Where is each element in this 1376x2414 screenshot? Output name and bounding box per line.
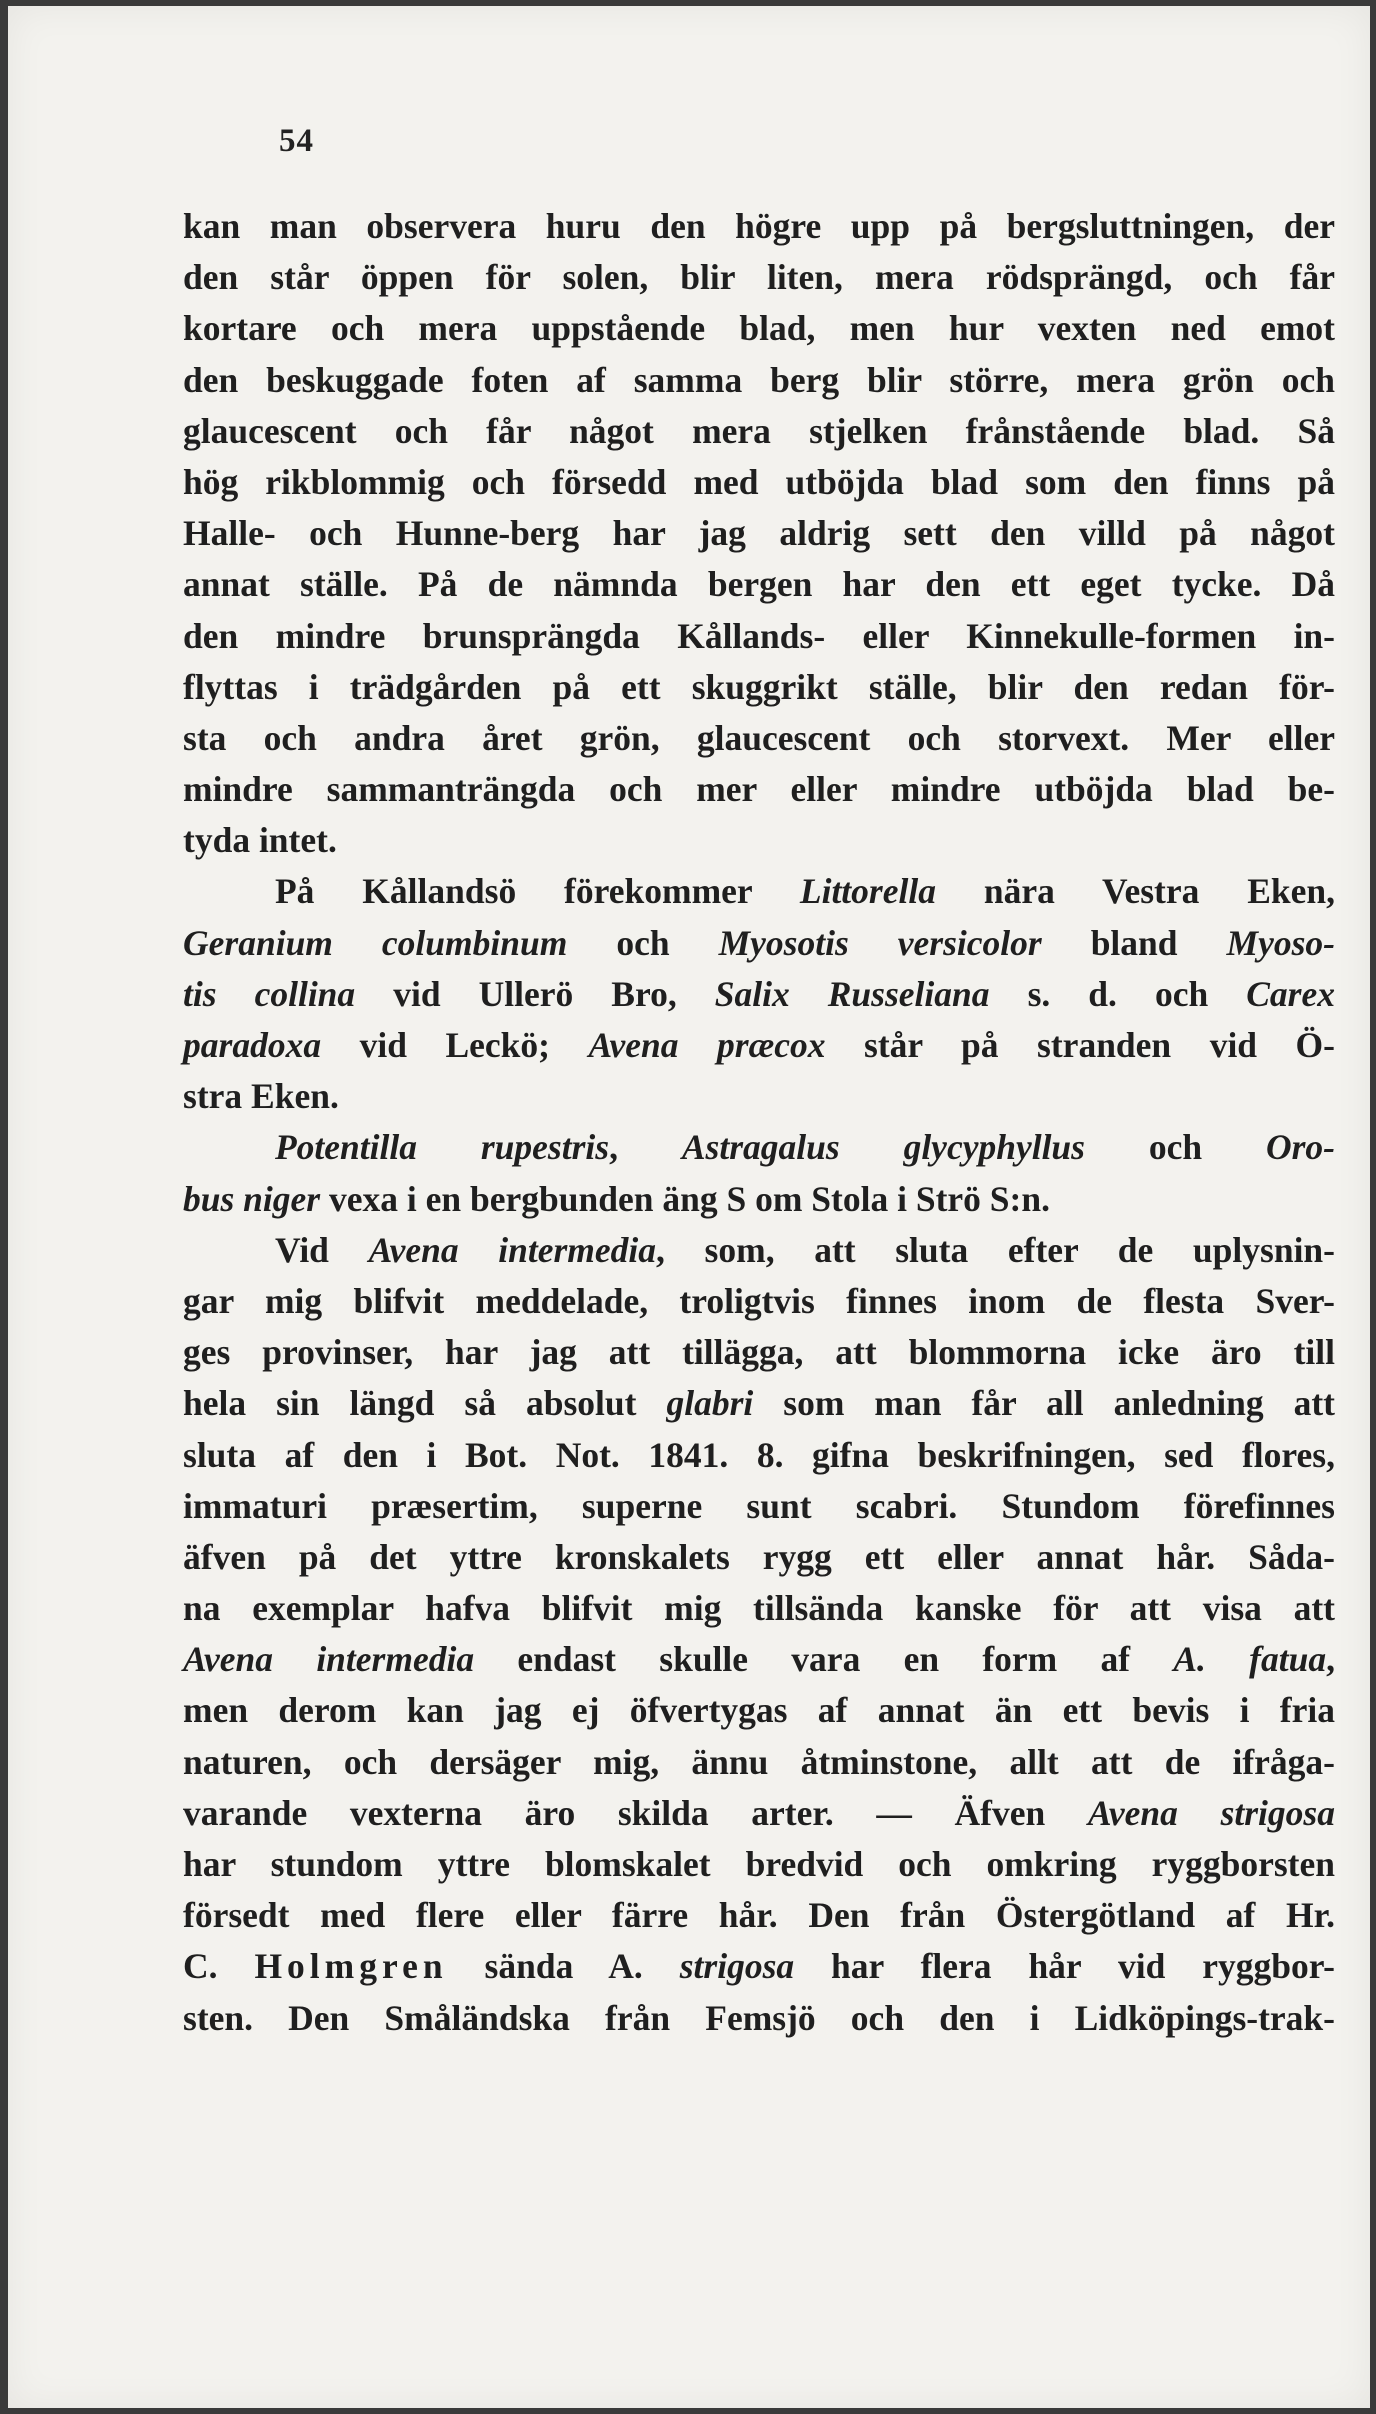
text-line <box>183 662 1335 713</box>
text-segment: sända A. <box>447 1946 680 1987</box>
text-line <box>183 1583 1335 1634</box>
text-segment: naturen, och dersäger mig, ännu åtminstone, allt att de ifråga- <box>183 1741 1335 1782</box>
text-line <box>183 1071 1335 1122</box>
text-line <box>183 1122 1335 1173</box>
text-segment: hela sin längd så absolut <box>183 1383 667 1424</box>
text-line <box>183 1890 1335 1941</box>
text-segment: försedt med flere eller färre hår. Den från Östergötland af Hr. <box>183 1895 1335 1936</box>
text-segment: den beskuggade foten af samma berg blir större, mera grön och <box>183 359 1335 400</box>
text-segment: som man får all anledning att <box>753 1383 1336 1424</box>
italic-text: Oro- <box>1265 1127 1336 1168</box>
text-segment: , <box>1326 1639 1335 1680</box>
italic-text: Salix Russeliana <box>714 973 990 1014</box>
italic-text: tis collina <box>183 973 356 1014</box>
italic-text: Carex <box>1246 973 1335 1014</box>
italic-text: Avena strigosa <box>1087 1792 1335 1833</box>
text-line <box>183 457 1335 508</box>
text-segment: sta och andra året grön, glaucescent och storvext. Mer eller <box>183 717 1335 758</box>
text-segment: endast skulle vara en form af <box>474 1639 1174 1680</box>
text-line <box>183 713 1335 764</box>
text-segment: na exemplar hafva blifvit mig tillsända kanske för att visa att <box>183 1588 1335 1629</box>
text-line <box>183 1327 1335 1378</box>
text-line <box>183 1020 1335 1071</box>
italic-text: Avena præcox <box>588 1025 826 1065</box>
text-line <box>183 1634 1335 1685</box>
body-text <box>183 201 1335 2044</box>
italic-text: paradoxa <box>183 1025 322 1065</box>
text-line <box>183 1532 1335 1583</box>
text-segment: vid Ullerö Bro, <box>355 973 715 1014</box>
text-line <box>183 969 1335 1020</box>
text-segment: , som, att sluta efter de uplysnin- <box>656 1229 1335 1270</box>
text-segment: har flera hår vid ryggbor- <box>794 1946 1335 1987</box>
italic-text: strigosa <box>679 1946 795 1987</box>
text-segment: varande vexterna äro skilda arter. — Äfven <box>183 1792 1088 1833</box>
text-line <box>183 1737 1335 1788</box>
italic-text: Avena intermedia <box>368 1229 657 1270</box>
text-segment: s. d. och <box>989 973 1247 1014</box>
text-segment: immaturi præsertim, superne sunt scabri. Stundom förefinnes <box>183 1485 1335 1526</box>
text-line <box>183 1174 1335 1225</box>
italic-text: Myoso- <box>1226 922 1335 963</box>
text-line <box>183 406 1335 457</box>
text-line <box>183 1378 1335 1429</box>
text-segment: På Kållandsö förekommer <box>275 871 800 912</box>
text-segment: står på stranden vid Ö- <box>825 1025 1335 1065</box>
text-line <box>183 1993 1335 2044</box>
text-segment: kan man observera huru den högre upp på bergsluttningen, der <box>183 206 1335 246</box>
text-line <box>183 1685 1335 1736</box>
italic-text: Potentilla rupestris <box>275 1127 610 1168</box>
text-segment: bland <box>1041 922 1227 963</box>
text-line <box>183 1481 1335 1532</box>
text-segment: C. <box>183 1946 255 1987</box>
italic-text: A. fatua <box>1173 1639 1327 1680</box>
text-line <box>183 866 1335 917</box>
text-segment: sten. Den Småländska från Femsjö och den i Lidköpings-trak- <box>183 1997 1335 2038</box>
text-segment: tyda intet. <box>183 820 337 861</box>
text-segment: nära Vestra Eken, <box>935 871 1336 912</box>
text-line <box>183 508 1335 559</box>
text-line <box>183 303 1335 354</box>
text-segment: Holmgren <box>254 1946 448 1987</box>
text-segment: Halle- och Hunne-berg har jag aldrig sett den villd på något <box>183 513 1335 554</box>
text-segment: , <box>609 1127 682 1168</box>
italic-text: Avena intermedia <box>183 1639 475 1680</box>
text-segment: äfven på det yttre kronskalets rygg ett eller annat hår. Såda- <box>183 1536 1335 1577</box>
page-number: 54 <box>279 123 314 159</box>
text-line <box>183 918 1335 969</box>
text-segment: men derom kan jag ej öfvertygas af annat än ett bevis i fria <box>183 1690 1335 1731</box>
italic-text: Geranium columbinum <box>183 922 568 963</box>
text-line <box>183 1839 1335 1890</box>
text-segment: Vid <box>275 1229 369 1270</box>
italic-text: Littorella <box>799 871 936 912</box>
text-segment: vexa i en bergbunden äng S om Stola i Strö S:n. <box>320 1178 1050 1219</box>
text-segment: hög rikblommig och försedd med utböjda blad som den finns på <box>183 461 1335 502</box>
italic-text: bus niger <box>183 1178 321 1219</box>
text-segment: sluta af den i Bot. Not. 1841. 8. gifna beskrifningen, sed flores, <box>183 1434 1335 1475</box>
text-segment: gar mig blifvit meddelade, troligtvis finnes inom de flesta Sver- <box>183 1280 1335 1321</box>
text-segment: den står öppen för solen, blir liten, mera rödsprängd, och får <box>183 257 1335 298</box>
text-line <box>183 355 1335 406</box>
text-segment: mindre sammanträngda och mer eller mindre utböjda blad be- <box>183 769 1335 810</box>
text-line <box>183 1788 1335 1839</box>
text-line <box>183 1941 1335 1992</box>
text-segment: den mindre brunsprängda Kållands- eller Kinnekulle-formen in- <box>183 615 1335 656</box>
text-line <box>183 559 1335 610</box>
italic-text: Myosotis versicolor <box>718 922 1042 963</box>
text-line <box>183 764 1335 815</box>
text-segment: ges provinser, har jag att tillägga, att blommorna icke äro till <box>183 1332 1335 1373</box>
text-line <box>183 201 1335 252</box>
text-line <box>183 252 1335 303</box>
text-line <box>183 815 1335 866</box>
italic-text: glabri <box>666 1383 754 1424</box>
book-page <box>8 6 1370 2408</box>
text-line <box>183 1430 1335 1481</box>
text-line <box>183 1276 1335 1327</box>
text-segment: annat ställe. På de nämnda bergen har den ett eget tycke. Då <box>183 564 1335 605</box>
text-segment: kortare och mera uppstående blad, men hur vexten ned emot <box>183 308 1335 349</box>
text-segment: stra Eken. <box>183 1076 339 1117</box>
text-line <box>183 611 1335 662</box>
text-line <box>183 1225 1335 1276</box>
text-segment: och <box>1085 1127 1266 1168</box>
text-segment: har stundom yttre blomskalet bredvid och omkring ryggborsten <box>183 1844 1335 1884</box>
text-segment: flyttas i trädgården på ett skuggrikt ställe, blir den redan för- <box>183 666 1335 707</box>
text-segment: och <box>567 922 719 963</box>
italic-text: Astragalus glycyphyllus <box>681 1127 1085 1168</box>
text-segment: glaucescent och får något mera stjelken frånstående blad. Så <box>183 410 1335 451</box>
text-segment: vid Leckö; <box>321 1025 589 1065</box>
